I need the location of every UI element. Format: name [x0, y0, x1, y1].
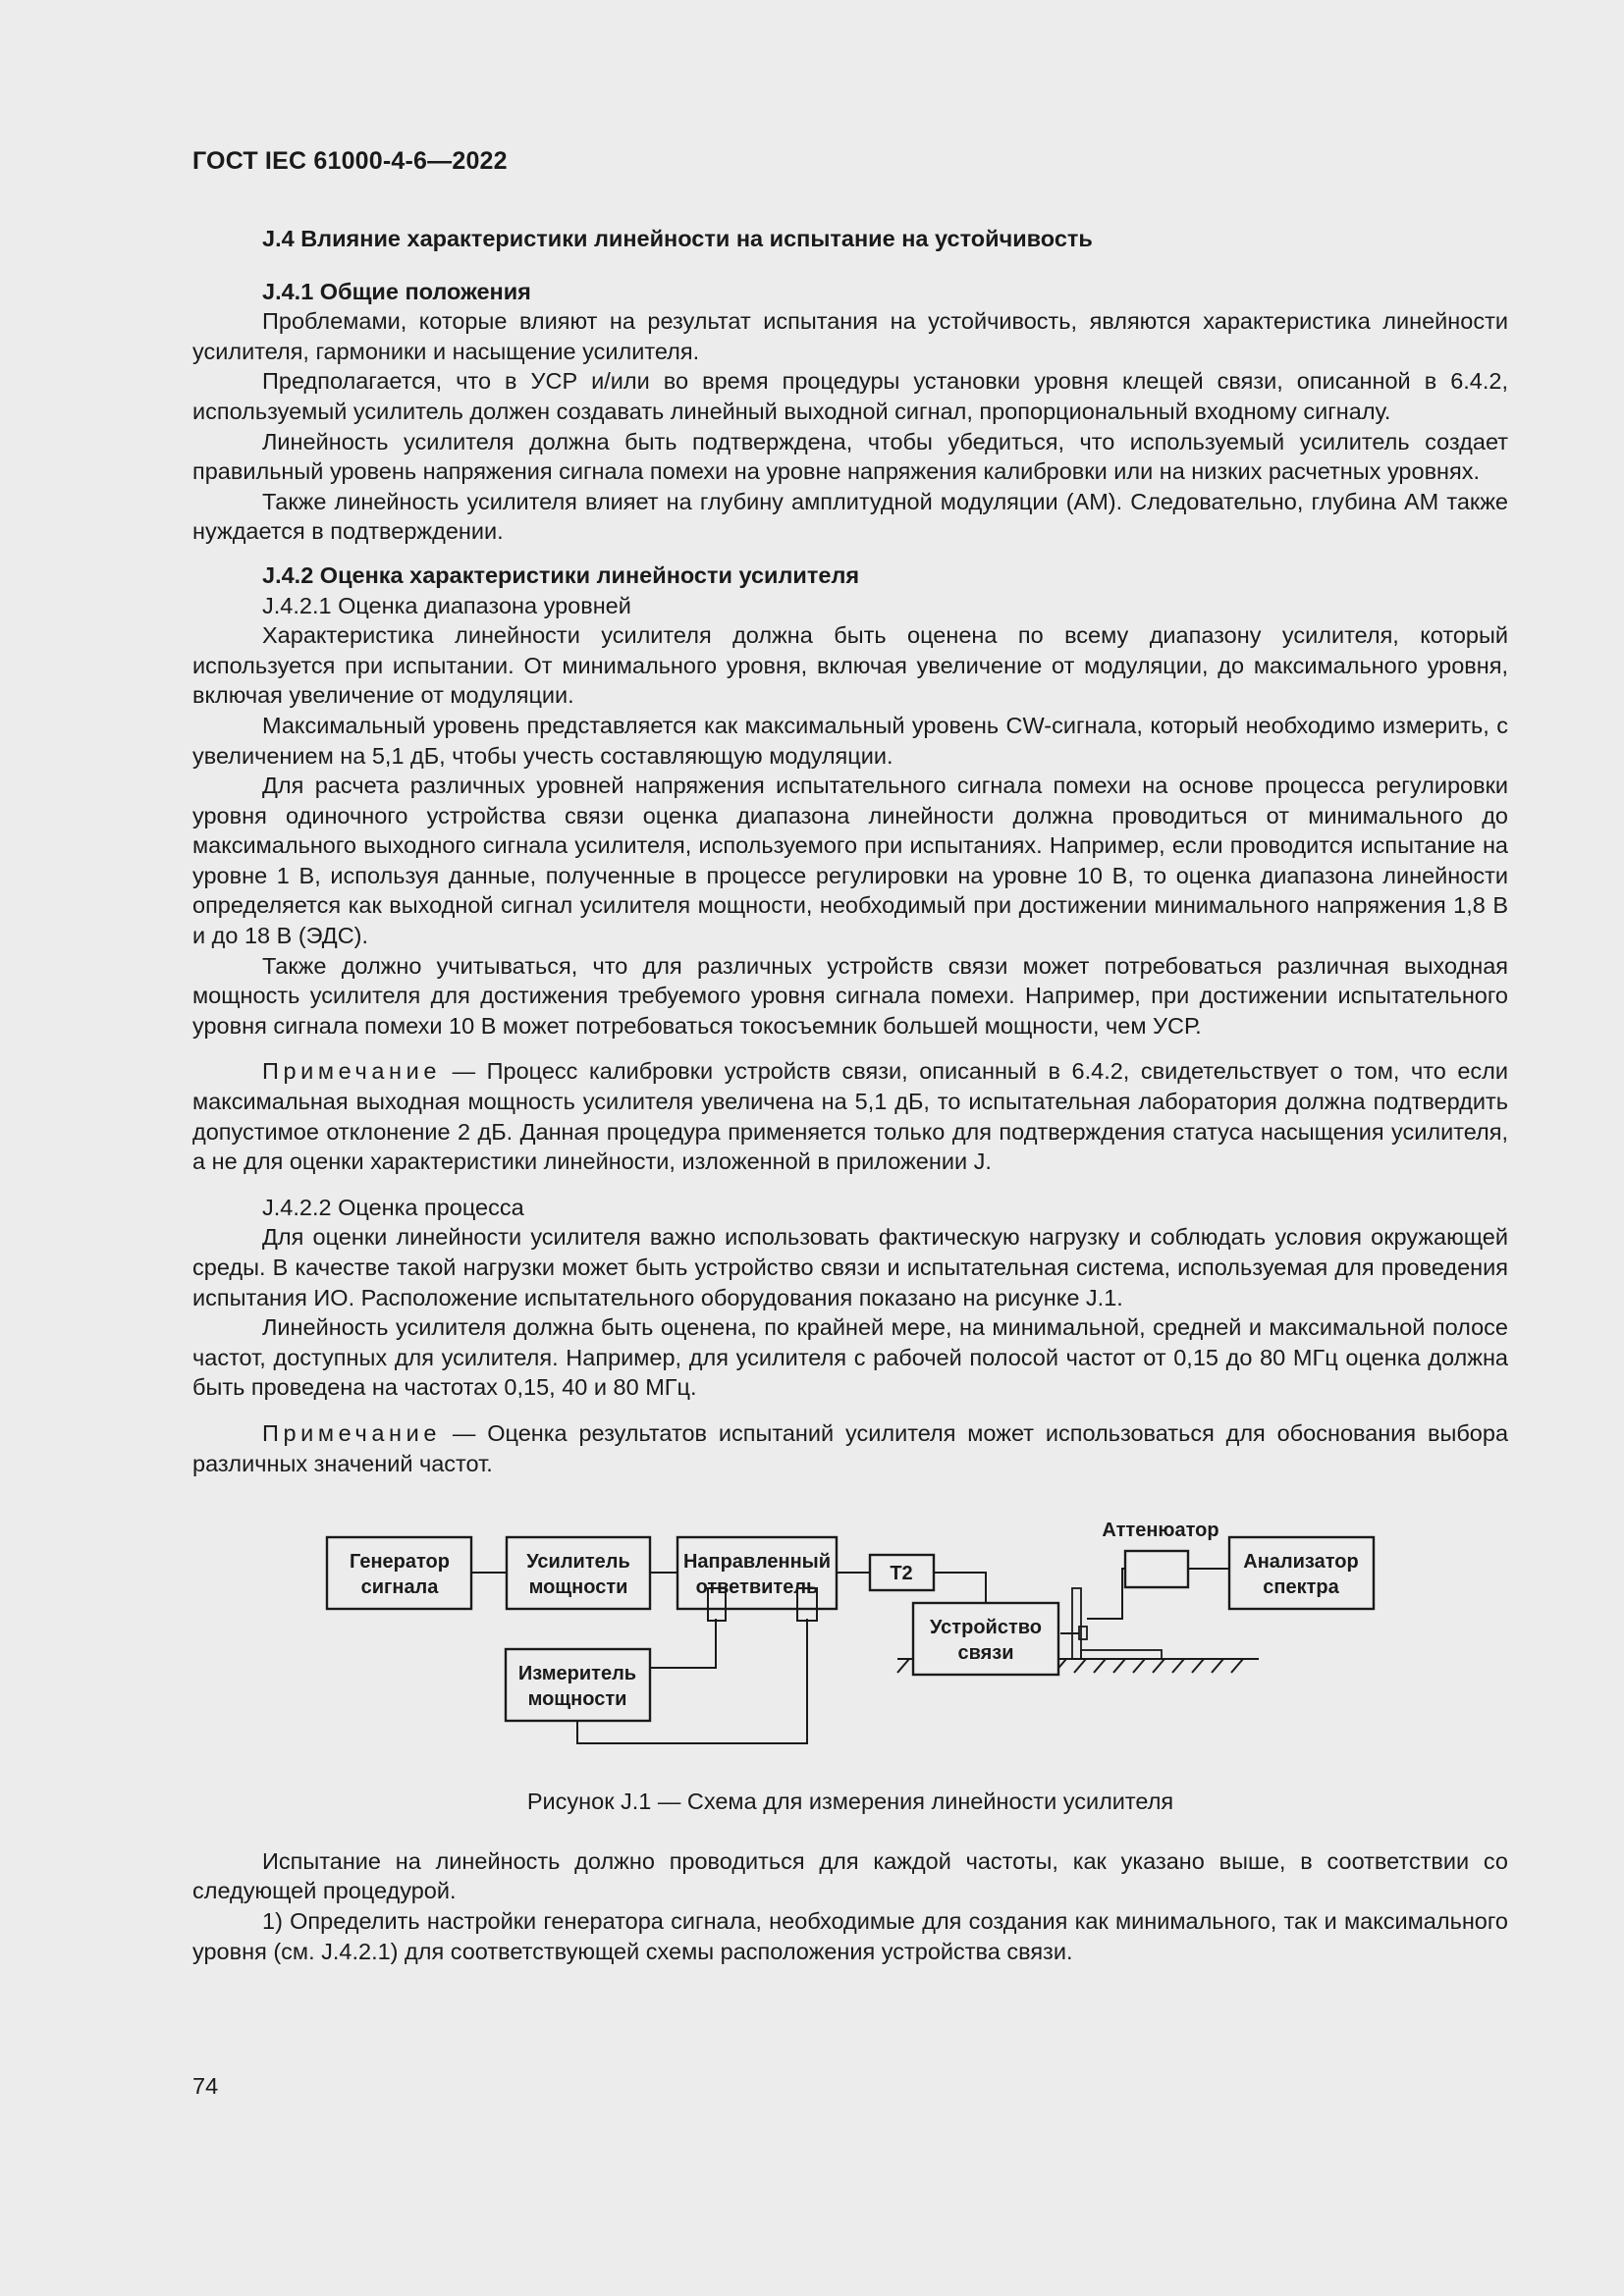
paragraph: Линейность усилителя должна быть подтверждена, чтобы убедиться, что используемый усилитель создает правильный уровень напряжения сигнала помехи на уровне напряжения калибровки или на низких расчетных уровнях.	[192, 428, 1508, 485]
generator-label-1: Генератор	[350, 1551, 450, 1574]
paragraph: 1) Определить настройки генератора сигнала, необходимые для создания как минимального, так и максимального уровня (см. J.4.2.1) для соответствующей схемы расположения устройства связи.	[192, 1907, 1508, 1964]
paragraph: Также линейность усилителя влияет на глубину амплитудной модуляции (АМ). Следовательно, глубина АМ также нуждается в подтверждении.	[192, 488, 1508, 545]
coupler-block	[677, 1537, 837, 1609]
figure-caption: Рисунок J.1 — Схема для измерения линейности усилителя	[526, 1789, 1174, 1815]
document-header: ГОСТ IEC 61000-4-6—2022	[192, 147, 508, 175]
amplifier-block	[507, 1537, 650, 1609]
amplifier-label-2: мощности	[528, 1576, 628, 1599]
figure-j1-diagram	[192, 1498, 1508, 1781]
analyzer-block	[1229, 1537, 1374, 1609]
device-label-1: Устройство	[930, 1617, 1042, 1639]
attenuator-block	[1102, 1520, 1218, 1587]
paragraph: Для оценки линейности усилителя важно использовать фактическую нагрузку и соблюдать условия окружающей среды. В качестве такой нагрузки может быть устройство связи и испытательная система, используемая для проведения испытания ИО. Расположение испытательного оборудования показано на рисунке J.1.	[192, 1224, 1508, 1310]
page-number: 74	[192, 2073, 219, 2099]
paragraph: Испытание на линейность должно проводиться для каждой частоты, как указано выше, в соответствии со следующей процедурой.	[192, 1847, 1508, 1904]
device-block	[913, 1603, 1058, 1675]
generator-block	[327, 1537, 471, 1609]
generator-label-2: сигнала	[360, 1576, 439, 1599]
note-text: Оценка результатов испытаний усилителя может использоваться для обоснования выбора различных значений частот.	[192, 1419, 1509, 1476]
section-j42-title: J.4.2 Оценка характеристики линейности усилителя	[262, 561, 860, 588]
note-dash: —	[441, 1058, 487, 1085]
meter-block	[506, 1649, 650, 1721]
page-content	[192, 224, 1508, 1966]
note-text: Процесс калибровки устройств связи, описанный в 6.4.2, свидетельствует о том, что если максимальная выходная мощность усилителя увеличена на 5,1 дБ, то испытательная лаборатория должна подтвердить допустимое отклонение 2 дБ. Данная процедура применяется только для подтверждения статуса насыщения усилителя, а не для оценки характеристики линейности, изложенной в приложении J.	[192, 1058, 1508, 1175]
attenuator-label: Аттенюатор	[1102, 1520, 1219, 1542]
t2-block	[870, 1555, 934, 1590]
note-label: Примечание	[262, 1419, 442, 1446]
paragraph: Предполагается, что в УСР и/или во время процедуры установки уровня клещей связи, описанной в 6.4.2, используемый усилитель должен создавать линейный выходной сигнал, пропорциональный входному сигналу.	[192, 368, 1508, 424]
meter-label-1: Измеритель	[517, 1663, 637, 1685]
paragraph: Также должно учитываться, что для различных устройств связи может потребоваться различная выходная мощность усилителя для достижения требуемого уровня сигнала помехи. Например, при достижении испытательного уровня сигнала помехи 10 В может потребоваться токосъемник большей мощности, чем УСР.	[192, 952, 1508, 1039]
paragraph: Проблемами, которые влияют на результат испытания на устойчивость, являются характеристика линейности усилителя, гармоники и насыщение усилителя.	[192, 308, 1508, 364]
t2-label: T2	[890, 1563, 913, 1585]
section-j4-title: J.4 Влияние характеристики линейности на испытание на устойчивость	[262, 226, 1093, 251]
note-2	[192, 1418, 1508, 1478]
subsection-j421-title: J.4.2.1 Оценка диапазона уровней	[262, 592, 631, 618]
paragraph: Максимальный уровень представляется как максимальный уровень CW-сигнала, который необходимо измерить, с увеличением на 5,1 дБ, чтобы учесть составляющую модуляции.	[192, 712, 1508, 769]
amplifier-label-1: Усилитель	[526, 1551, 630, 1574]
analyzer-label-2: спектра	[1263, 1576, 1339, 1599]
subsection-j422-title: J.4.2.2 Оценка процесса	[262, 1194, 524, 1220]
paragraph: Линейность усилителя должна быть оценена, по крайней мере, на минимальной, средней и максимальной полосе частот, доступных для усилителя. Например, для усилителя с рабочей полосой частот от 0,15 до 80 МГц оценка должна быть проведена на частотах 0,15, 40 и 80 МГц.	[192, 1314, 1508, 1401]
coupling-clamp	[1072, 1588, 1162, 1659]
paragraph: Для расчета различных уровней напряжения испытательного сигнала помехи на основе процесса регулировки уровня одиночного устройства связи оценка диапазона линейности должна проводиться от минимального до максимального выходного сигнала усилителя, используемого при испытаниях. Например, если проводится испытание на уровне 1 В, используя данные, полученные в процессе регулировки на уровне 10 В, то оценка диапазона линейности определяется как выходной сигнал усилителя мощности, необходимый при достижении минимального напряжения 1,8 В и до 18 В (ЭДС).	[192, 773, 1508, 949]
analyzer-label-1: Анализатор	[1243, 1551, 1359, 1574]
paragraph: Характеристика линейности усилителя должна быть оценена по всему диапазону усилителя, который используется при испытании. От минимального уровня, включая увеличение от модуляции, до максимального уровня, включая увеличение от модуляции.	[192, 622, 1508, 709]
meter-label-2: мощности	[527, 1688, 627, 1711]
section-j41-title: J.4.1 Общие положения	[262, 278, 531, 304]
note-dash: —	[441, 1419, 488, 1446]
block-diagram	[192, 1498, 1508, 1781]
device-label-2: связи	[957, 1642, 1014, 1665]
note-1	[192, 1056, 1508, 1176]
note-label: Примечание	[262, 1058, 442, 1085]
coupler-label-1: Направленный	[682, 1551, 832, 1574]
coupler-label-2: ответвитель	[695, 1576, 819, 1599]
